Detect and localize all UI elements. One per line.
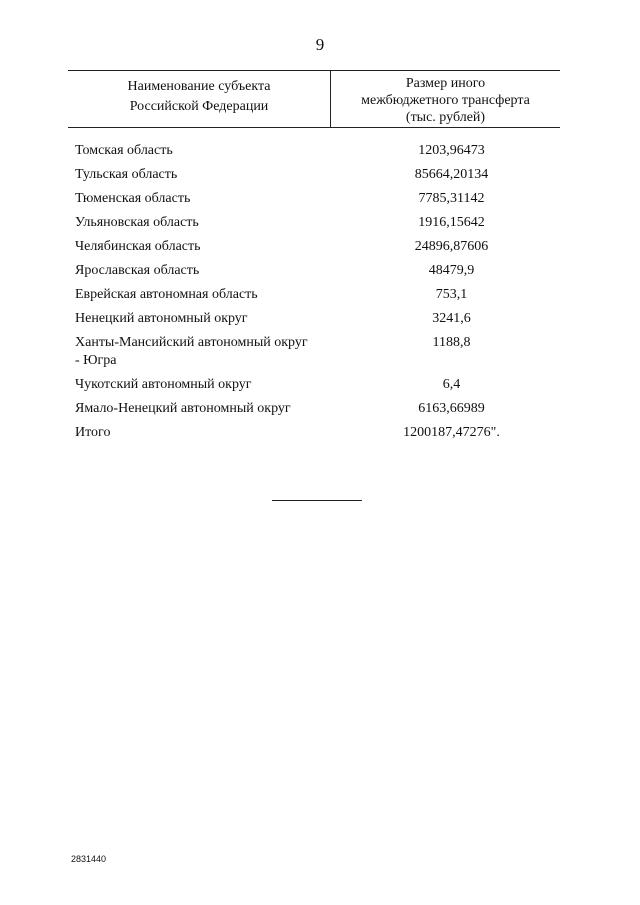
header-amount-column	[331, 75, 560, 126]
table-row	[75, 166, 560, 184]
row-subject-name: Ненецкий автономный округ	[75, 311, 248, 326]
row-subject-name: Ульяновская область	[75, 215, 199, 230]
table-row-total	[75, 424, 560, 442]
table-header	[68, 70, 560, 128]
row-amount: 1916,15642	[418, 215, 485, 230]
document-code: 2831440	[71, 854, 107, 864]
row-amount: 6163,66989	[418, 401, 485, 416]
row-amount: 753,1	[435, 287, 468, 302]
page-number: 9	[315, 35, 325, 54]
row-amount: 24896,87606	[414, 239, 489, 254]
header-subject-line-1: Наименование субъекта	[127, 79, 271, 94]
header-subject-line-2: Российской Федерации	[129, 99, 269, 114]
table-row	[75, 214, 560, 232]
header-amount-line-3: (тыс. рублей)	[405, 110, 486, 125]
row-subject-name: Итого	[75, 425, 111, 440]
row-subject-name: Ханты-Мансийский автономный округ - Югра	[75, 335, 308, 368]
table-row	[75, 310, 560, 328]
table-row	[75, 286, 560, 304]
row-amount: 1188,8	[432, 335, 471, 350]
row-amount: 1200187,47276".	[403, 425, 500, 440]
row-amount: 3241,6	[432, 311, 471, 326]
row-subject-name: Ярославская область	[75, 263, 200, 278]
table-row	[75, 190, 560, 208]
header-amount-line-1: Размер иного	[405, 76, 486, 91]
table-body	[75, 142, 560, 442]
row-amount: 1203,96473	[418, 143, 485, 158]
end-separator-line	[272, 500, 362, 501]
row-amount: 85664,20134	[414, 167, 489, 182]
row-subject-name: Тульская область	[75, 167, 178, 182]
row-amount: 6,4	[442, 377, 461, 392]
table-row	[75, 142, 560, 160]
header-amount-line-2: межбюджетного трансферта	[361, 93, 530, 108]
row-amount: 48479,9	[428, 263, 475, 278]
row-subject-name: Ямало-Ненецкий автономный округ	[75, 401, 291, 416]
table-row	[75, 400, 560, 418]
table-row	[75, 334, 560, 370]
row-subject-name: Еврейская автономная область	[75, 287, 258, 302]
row-subject-name: Чукотский автономный округ	[75, 377, 252, 392]
row-subject-name: Челябинская область	[75, 239, 201, 254]
row-amount: 7785,31142	[418, 191, 485, 206]
row-subject-name: Томская область	[75, 143, 173, 158]
table-row	[75, 238, 560, 256]
header-subject-column	[68, 77, 330, 117]
row-subject-name: Тюменская область	[75, 191, 191, 206]
table-row	[75, 376, 560, 394]
table-row	[75, 262, 560, 280]
